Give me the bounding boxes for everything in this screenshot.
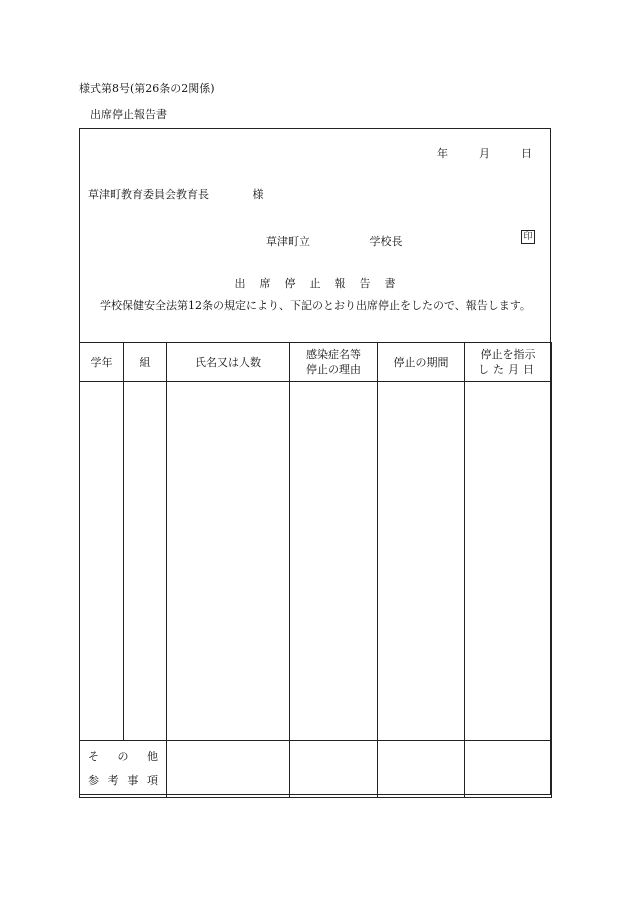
seal-mark: 印 (521, 230, 535, 244)
form-number: 様式第8号(第26条の2関係) (79, 82, 215, 95)
report-title: 出席停止報告書 (234, 277, 410, 290)
other-notes-label (80, 741, 167, 798)
date-row (437, 145, 532, 161)
header-date (465, 343, 552, 382)
addressee-name: 草津町教育委員会教育長 (88, 188, 209, 201)
day-label: 日 (521, 147, 532, 160)
other-char: そ (88, 750, 99, 763)
other-char: の (117, 750, 129, 763)
other-char: 他 (147, 750, 158, 763)
header-period: 停止の期間 (378, 343, 465, 382)
month-label: 月 (479, 147, 490, 160)
principal-label: 学校長 (369, 235, 403, 248)
other-char: 項 (146, 774, 158, 787)
other-notes-row (80, 741, 552, 798)
school-prefix: 草津町立 (266, 235, 310, 248)
header-grade: 学年 (80, 343, 124, 382)
cell-date[interactable] (465, 382, 552, 741)
header-reason-line1: 感染症名等 (306, 348, 361, 361)
header-name: 氏名又は人数 (167, 343, 290, 382)
addressee-honorific: 様 (252, 188, 264, 201)
header-date-line2: した月日 (478, 363, 538, 376)
header-reason (290, 343, 378, 382)
other-char: 事 (127, 774, 139, 787)
header-reason-line2: 停止の理由 (306, 363, 361, 376)
other-cell-period[interactable] (378, 741, 465, 798)
other-cell-name[interactable] (167, 741, 290, 798)
cell-grade[interactable] (80, 382, 124, 741)
report-form (79, 128, 551, 795)
sender (266, 233, 403, 249)
year-label: 年 (437, 147, 448, 160)
table-body-row (80, 382, 552, 741)
other-label-line2 (80, 769, 166, 793)
cell-period[interactable] (378, 382, 465, 741)
table-header-row (80, 343, 552, 382)
document-name: 出席停止報告書 (90, 108, 167, 121)
other-cell-date[interactable] (465, 741, 552, 798)
statement-text: 学校保健安全法第12条の規定により、下記のとおり出席停止をしたので、報告します。 (100, 299, 531, 312)
other-label-line1 (80, 745, 166, 769)
other-cell-reason[interactable] (290, 741, 378, 798)
addressee (88, 186, 264, 202)
cell-class[interactable] (124, 382, 167, 741)
other-char: 考 (107, 774, 119, 787)
cell-reason[interactable] (290, 382, 378, 741)
header-date-line1: 停止を指示 (480, 348, 536, 361)
report-table (79, 342, 552, 798)
other-char: 参 (88, 774, 99, 787)
cell-name[interactable] (167, 382, 290, 741)
header-class: 組 (124, 343, 167, 382)
